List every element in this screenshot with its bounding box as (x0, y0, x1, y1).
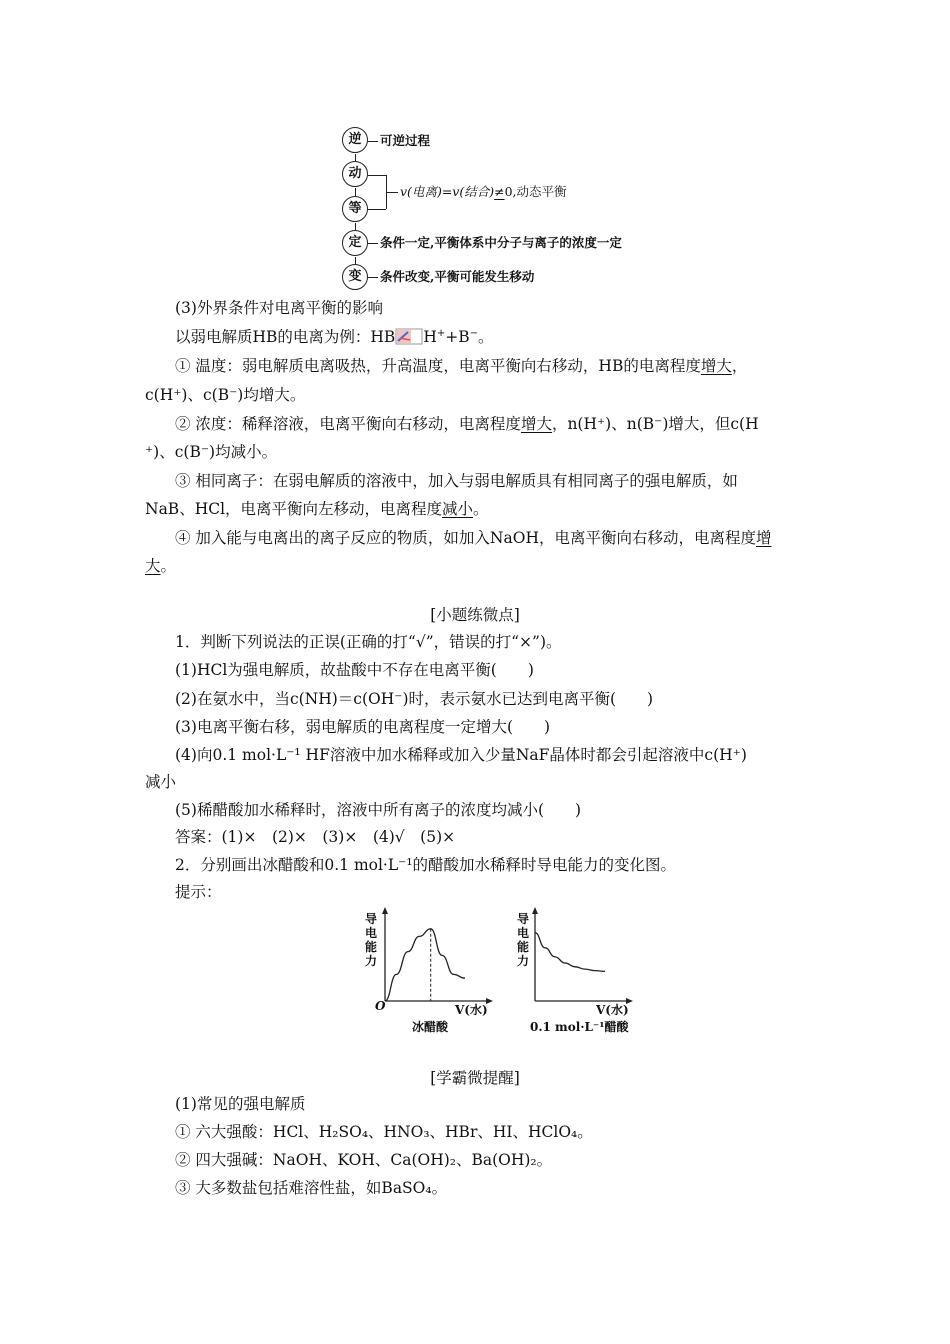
chart2-xlabel: V(水) (596, 1003, 629, 1017)
question-1-4: (4)向0.1 mol·L⁻¹ HF溶液中加水稀释或加入少量NaF晶体时都会引起溶液中c(H⁺) (175, 746, 747, 764)
connector (368, 277, 378, 278)
condition-reaction: ④ 加入能与电离出的离子反应的物质，如加入NaOH，电离平衡向右移动，电离程度增 (175, 529, 772, 547)
question-1-2: (2)在氨水中，当c(NH)＝c(OH⁻)时，表示氨水已达到电离平衡( ) (175, 690, 654, 708)
condition-common-ion-cont: NaB、HCl，电离平衡向左移动，电离程度减小。 (145, 500, 489, 518)
chart1-ylabel: 导电能力 (364, 912, 377, 968)
node-bian: 变 (342, 264, 368, 290)
brace (368, 175, 386, 176)
condition-concentration: ② 浓度：稀释溶液，电离平衡向右移动，电离程度增大，n(H⁺)、n(B⁻)增大，但c(H (175, 415, 759, 433)
node-text-ding: 条件一定,平衡体系中分子与离子的浓度一定 (380, 235, 622, 250)
node-dong: 动 (342, 161, 368, 187)
condition-common-ion: ③ 相同离子：在弱电解质的溶液中，加入与弱电解质具有相同离子的强电解质，如 (175, 472, 738, 490)
practice-title: [小题练微点] (430, 606, 520, 624)
node-text-bian: 条件改变,平衡可能发生移动 (380, 269, 535, 284)
reminder-item-3: ③ 大多数盐包括难溶性盐，如BaSO₄。 (175, 1179, 448, 1197)
chart1-plot (375, 905, 495, 1005)
reminder-title: [学霸微提醒] (430, 1069, 520, 1087)
connector (368, 141, 378, 142)
connector (355, 223, 356, 230)
connector (355, 257, 356, 264)
section-heading: (3)外界条件对电离平衡的影响 (175, 299, 383, 317)
question-2: 2．分别画出冰醋酸和0.1 mol·L⁻¹的醋酸加水稀释时导电能力的变化图。 (175, 856, 677, 874)
brace (368, 209, 386, 210)
node-ding: 定 (342, 230, 368, 256)
node-deng: 等 (342, 196, 368, 222)
node-text-ni: 可逆过程 (380, 133, 431, 148)
question-1-1: (1)HCl为强电解质，故盐酸中不存在电离平衡( ) (175, 661, 534, 679)
connector (355, 188, 356, 196)
question-1-4-cont: 减小 (145, 773, 177, 791)
condition-temperature: ① 温度：弱电解质电离吸热，升高温度，电离平衡向右移动，HB的电离程度增大， (175, 357, 748, 375)
chart1-y-arrow (382, 907, 388, 914)
answer: 答案：(1)× (2)× (3)× (4)√ (5)× (175, 828, 456, 846)
question-1-3: (3)电离平衡右移，弱电解质的电离程度一定增大( ) (175, 718, 551, 736)
chart1-xlabel: V(水) (455, 1003, 488, 1017)
reminder-item-2: ② 四大强碱：NaOH、KOH、Ca(OH)₂、Ba(OH)₂。 (175, 1151, 553, 1169)
reminder-item-1: ① 六大强酸：HCl、H₂SO₄、HNO₃、HBr、HI、HClO₄。 (175, 1123, 593, 1141)
question-1-5: (5)稀醋酸加水稀释时，溶液中所有离子的浓度均减小( ) (175, 801, 582, 819)
node-ni: 逆 (342, 127, 368, 153)
chart1-title: 冰醋酸 (412, 1020, 449, 1034)
chart2-ylabel: 导电能力 (516, 912, 529, 968)
reminder-heading: (1)常见的强电解质 (175, 1095, 306, 1113)
chart2-y-arrow (532, 907, 538, 914)
chart1-origin: O (375, 999, 386, 1013)
question-1: 1．判断下列说法的正误(正确的打“√”，错误的打“×”)。 (175, 633, 562, 651)
chart2-title: 0.1 mol·L⁻¹醋酸 (530, 1020, 629, 1034)
condition-temperature-cont: c(H⁺)、c(B⁻)均增大。 (145, 386, 306, 404)
connector (368, 243, 378, 244)
chart1-curve (385, 929, 465, 1001)
chart2-curve (535, 933, 605, 972)
condition-reaction-cont: 大。 (145, 557, 177, 575)
brace-text: v(电离)=v(结合)≠0,动态平衡 (400, 184, 567, 199)
ionization-example: 以弱电解质HB的电离为例：HB H++B−。 (175, 327, 494, 346)
brace (386, 192, 398, 193)
connector (355, 154, 356, 161)
hint-label: 提示： (175, 883, 222, 901)
reversible-arrow-icon (395, 328, 423, 345)
chart2-plot (527, 905, 637, 1005)
condition-concentration-cont: ⁺)、c(B⁻)均减小。 (145, 443, 278, 461)
